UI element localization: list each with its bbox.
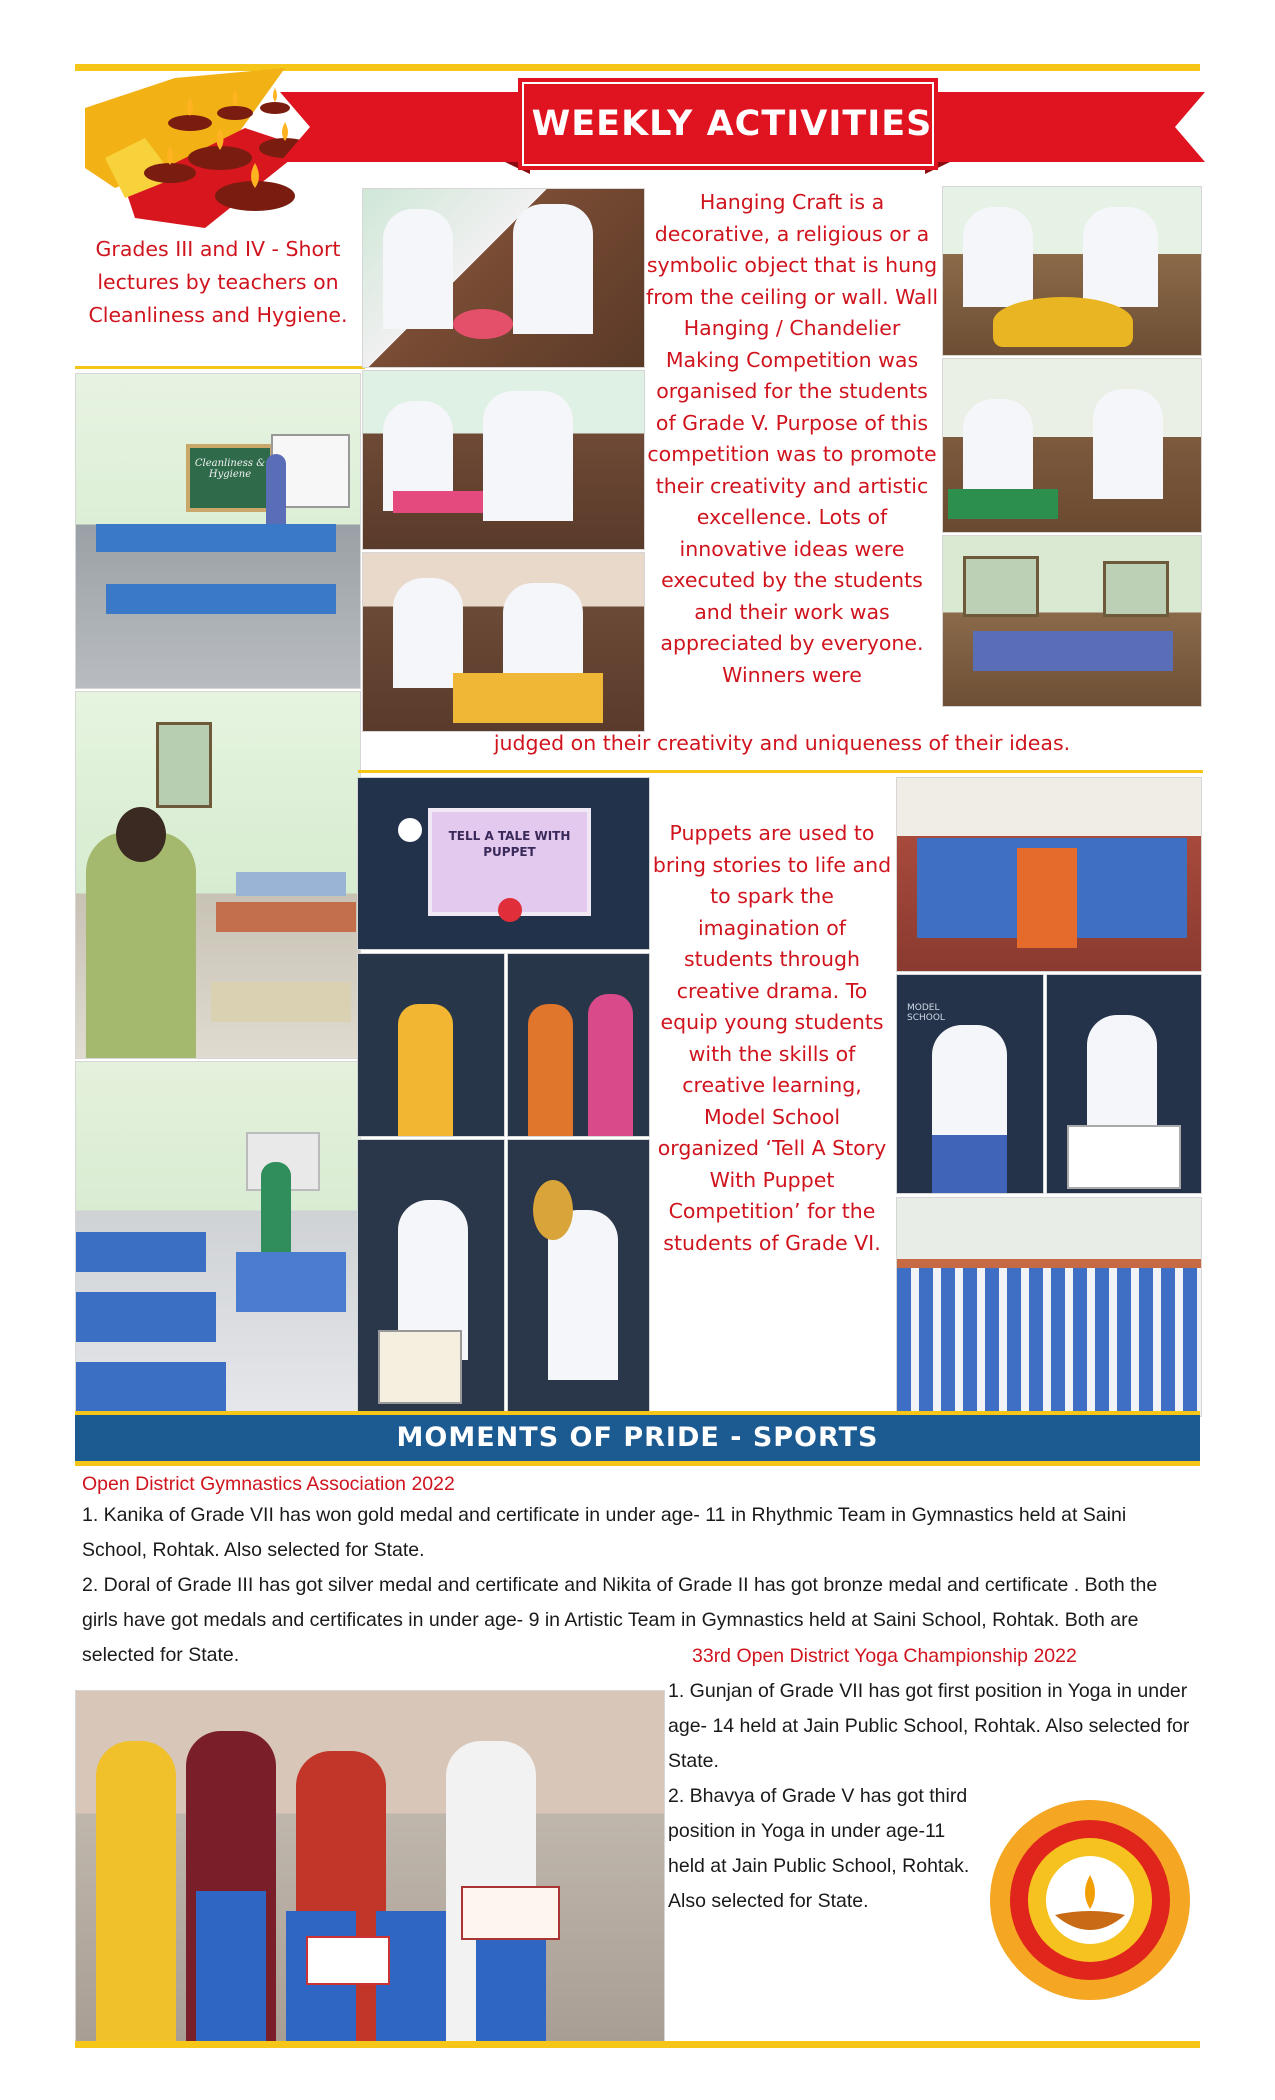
cleanliness-lecture-photo bbox=[75, 373, 361, 689]
gymnastics-heading: Open District Gymnastics Association 2022 bbox=[82, 1473, 455, 1495]
student-figure bbox=[483, 391, 573, 521]
certificate bbox=[461, 1886, 560, 1940]
puppet-speaker-photo bbox=[896, 974, 1044, 1194]
desks-row bbox=[106, 584, 336, 614]
performer-figure bbox=[528, 1004, 573, 1137]
window bbox=[963, 556, 1039, 617]
desk bbox=[211, 982, 351, 1022]
hanging-craft-text: Hanging Craft is a decorative, a religious or a symbolic object that is hung from the ceiling or wall. Wall Hanging / Chandelier Making Competition was organised for the students of Grade V. Purpose of this competition was to promote their creativity and artistic excellence. Lots of innovative ideas were executed by the students and their work was appreciated by everyone. Winners were bbox=[645, 190, 939, 687]
performer-figure bbox=[588, 994, 633, 1137]
student-figure bbox=[963, 207, 1033, 307]
desks-row bbox=[76, 1232, 206, 1272]
sports-banner bbox=[75, 1415, 1200, 1461]
performer-figure bbox=[1017, 848, 1077, 948]
assembly-photo bbox=[896, 1197, 1202, 1417]
student-figure bbox=[393, 578, 463, 688]
stage-text: MODEL SCHOOL bbox=[907, 1003, 945, 1023]
clock-icon bbox=[398, 818, 422, 842]
craft-item bbox=[948, 489, 1058, 519]
sports-title: MOMENTS OF PRIDE - SPORTS bbox=[396, 1422, 879, 1453]
bottom-rule bbox=[75, 2041, 1200, 2048]
puppet-group-photo bbox=[896, 777, 1202, 972]
student-figure bbox=[196, 1891, 266, 2041]
gymnastics-item-2: 2. Doral of Grade III has got silver medal and certificate and Nikita of Grade II has got bronze medal and certificate . Both the girls have got medals and certificates in under age- 9 in Artistic Team in Gymnastics held at Saini School, Rohtak. Both are selected for State. bbox=[82, 1574, 1158, 1666]
performer-figure bbox=[398, 1004, 453, 1137]
teacher-lecture-photo bbox=[75, 691, 361, 1059]
craft-item bbox=[393, 491, 483, 513]
craft-item bbox=[453, 673, 603, 723]
certificate bbox=[306, 1936, 390, 1985]
teacher-figure bbox=[86, 832, 196, 1059]
craft-item bbox=[453, 309, 513, 339]
craft-photo-5 bbox=[942, 358, 1202, 533]
craft-item bbox=[993, 297, 1133, 347]
craft-photo-3 bbox=[362, 552, 645, 732]
desks-row bbox=[236, 1252, 346, 1312]
student-figure bbox=[963, 399, 1033, 499]
puppet-box bbox=[378, 1330, 462, 1404]
puppet-stand bbox=[1067, 1125, 1181, 1189]
yoga-item-2: 2. Bhavya of Grade V has got third position in Yoga in under age-11 held at Jain Public School, Rohtak. Also selected for State. bbox=[668, 1785, 970, 1912]
desk bbox=[216, 902, 356, 932]
craft-photo-2 bbox=[362, 370, 645, 550]
chalkboard bbox=[186, 444, 274, 512]
section-divider bbox=[358, 770, 1203, 773]
puppet-dance-photo-1 bbox=[357, 953, 505, 1137]
puppet-student-photo-2 bbox=[507, 1139, 650, 1417]
student-figure bbox=[513, 204, 593, 334]
window bbox=[156, 722, 212, 808]
student-figure bbox=[1083, 207, 1158, 307]
student-figure bbox=[383, 209, 453, 329]
desks-row bbox=[96, 524, 336, 552]
craft-photo-6 bbox=[942, 535, 1202, 707]
sports-winners-photo bbox=[75, 1690, 665, 2042]
desks-row bbox=[76, 1292, 216, 1342]
flower-icon bbox=[498, 898, 522, 922]
desks-row bbox=[76, 1362, 226, 1417]
students-rows bbox=[897, 1268, 1202, 1417]
page-title: WEEKLY ACTIVITIES bbox=[531, 104, 933, 144]
skirt bbox=[932, 1135, 1007, 1194]
puppet-show-photo bbox=[1046, 974, 1202, 1194]
classroom-students-photo bbox=[75, 1061, 361, 1417]
cleanliness-caption: Grades III and IV - Short lectures by teachers on Cleanliness and Hygiene. bbox=[88, 237, 348, 327]
craft-photo-1 bbox=[362, 188, 645, 368]
craft-photo-4 bbox=[942, 186, 1202, 356]
puppet-dance-photo-2 bbox=[507, 953, 650, 1137]
puppet-text: Puppets are used to bring stories to life and to spark the imagination of students through creative drama. To equip young students with the skills of creative learning, Model School organized ‘Tell A Story With Puppet Competition’ for the students of Grade VI. bbox=[652, 821, 892, 1255]
students-row bbox=[236, 872, 346, 896]
rangoli-diya-icon bbox=[985, 1795, 1195, 2005]
students-row bbox=[973, 631, 1173, 671]
puppet-student-photo-1 bbox=[357, 1139, 505, 1417]
student-figure bbox=[1093, 389, 1163, 499]
section-divider bbox=[75, 366, 365, 369]
teacher-figure bbox=[96, 1741, 176, 2041]
teacher-figure bbox=[261, 1162, 291, 1252]
section-divider bbox=[75, 1461, 1200, 1466]
yoga-heading: 33rd Open District Yoga Championship 2022 bbox=[692, 1645, 1077, 1667]
teacher-figure bbox=[266, 454, 286, 524]
student-figure bbox=[1087, 1015, 1157, 1135]
puppet-item bbox=[533, 1180, 573, 1240]
teacher-head bbox=[116, 807, 166, 862]
window bbox=[1103, 561, 1169, 617]
yoga-item-1: 1. Gunjan of Grade VII has got first position in Yoga in under age- 14 held at Jain Public School, Rohtak. Also selected for State. bbox=[668, 1680, 1190, 1772]
puppet-board-text: TELL A TALE WITH PUPPET bbox=[448, 829, 571, 859]
chalkboard-text: Cleanliness & Hygiene bbox=[194, 458, 266, 480]
hanging-craft-tail: judged on their creativity and uniqueness of their ideas. bbox=[493, 731, 1071, 755]
gymnastics-item-1: 1. Kanika of Grade VII has won gold medal and certificate in under age- 11 in Rhythmic Team in Gymnastics held at Saini School, Rohtak. Also selected for State. bbox=[82, 1504, 1127, 1561]
puppet-board-photo bbox=[357, 777, 650, 950]
